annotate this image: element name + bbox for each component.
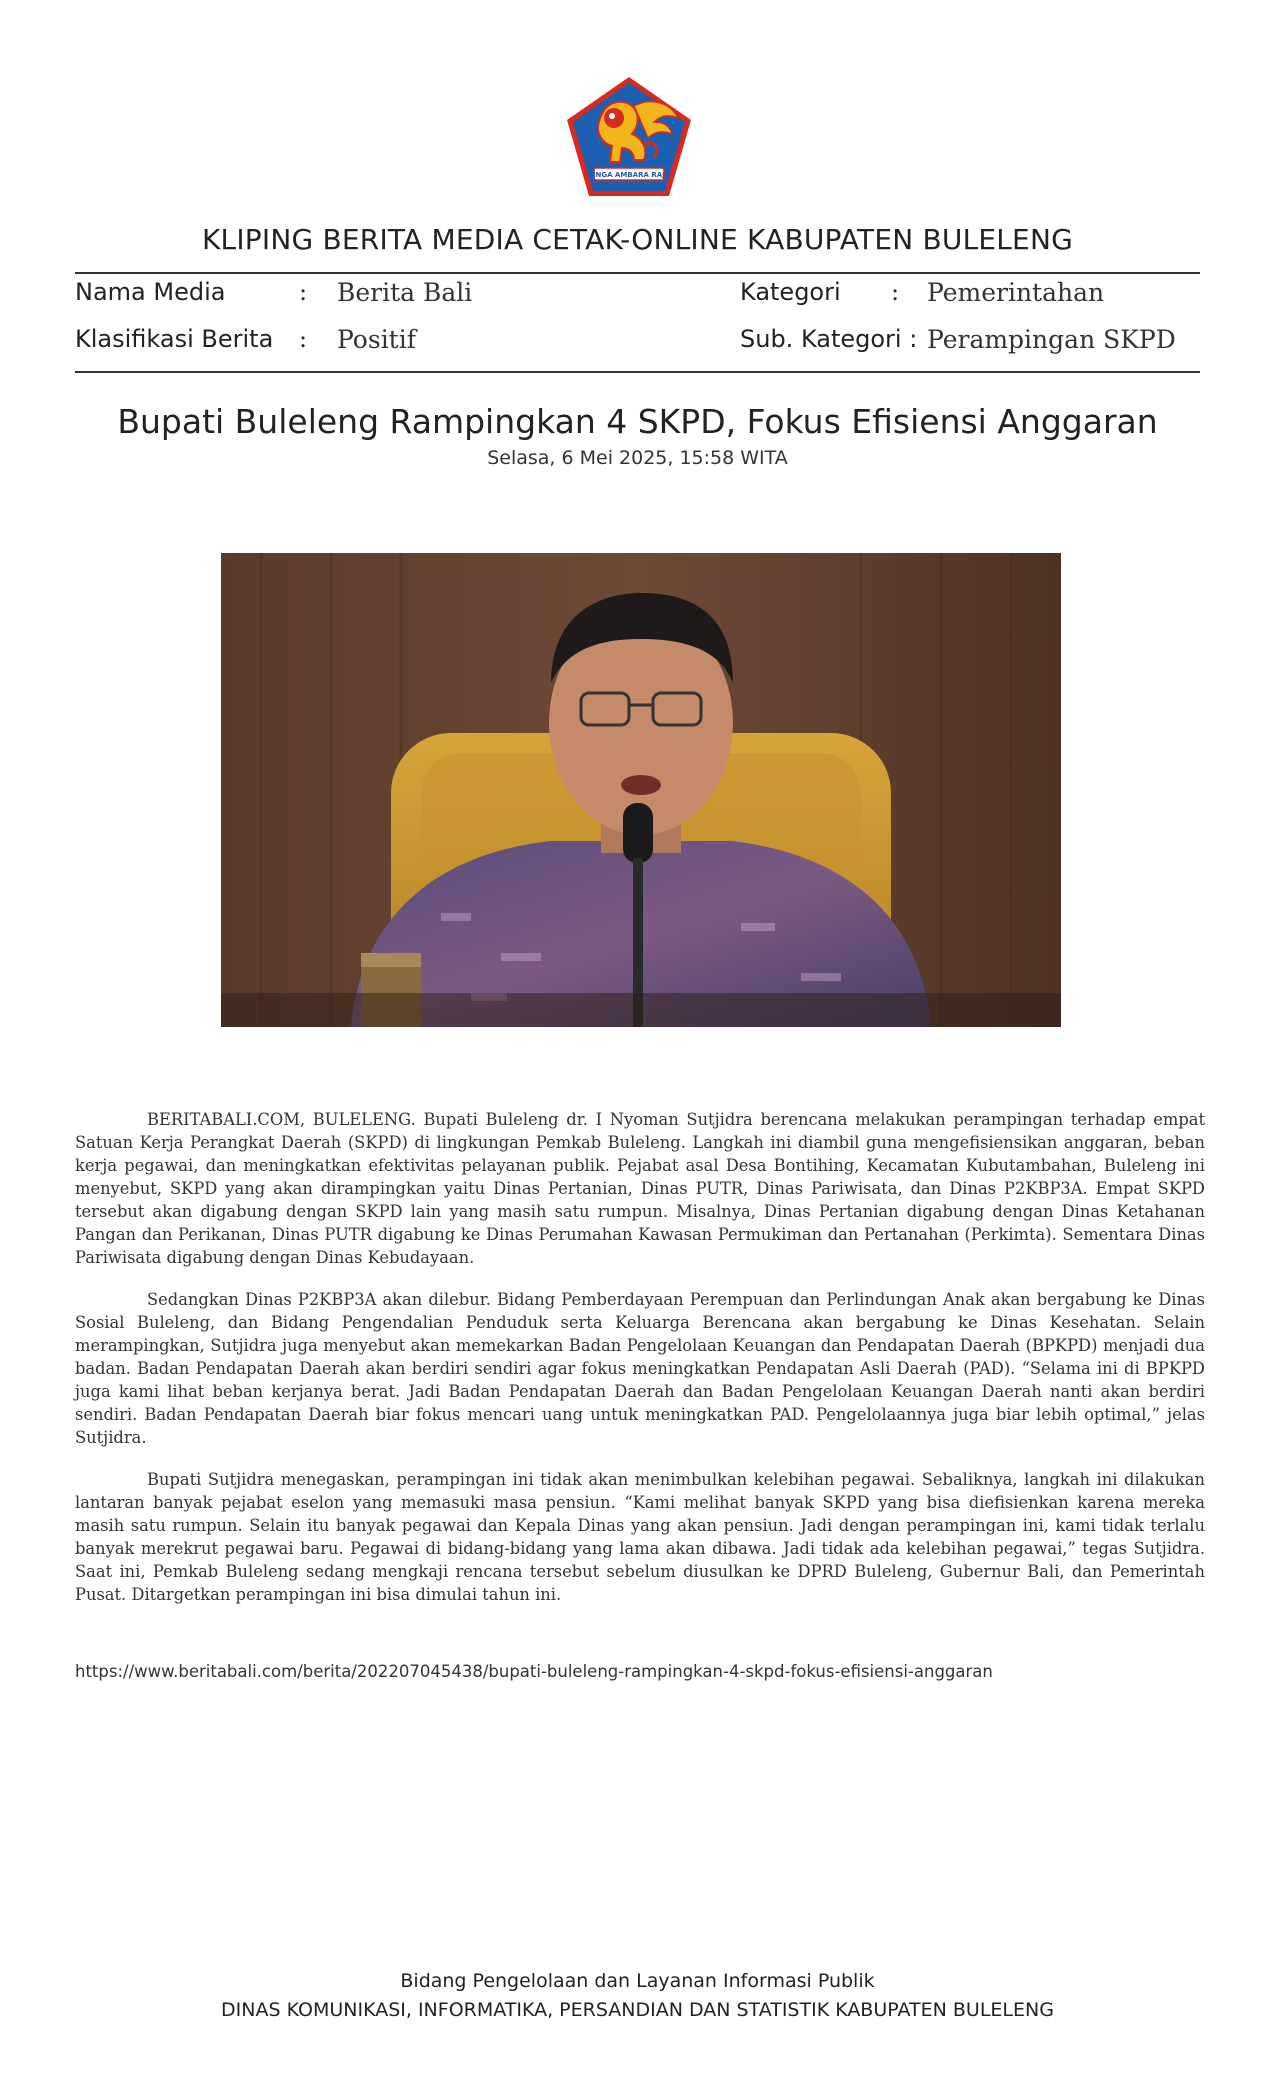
- media-name-value: Berita Bali: [337, 278, 473, 307]
- article-paragraph: Sedangkan Dinas P2KBP3A akan dilebur. Bidang Pemberdayaan Perempuan dan Perlindungan Anak akan bergabung ke Dinas Sosial Buleleng, dan Bidang Pengendalian Penduduk serta Keluarga Berencana akan bergabung ke Dinas Kesehatan. Selain merampingkan, Sutjidra juga menyebut akan memekarkan Badan Pengelolaan Keuangan dan Pendapatan Daerah (BPKPD) menjadi dua badan. Badan Pendapatan Daerah akan berdiri sendiri agar fokus meningkatkan Pendapatan Asli Daerah (PAD). “Selama ini di BPKPD juga kami lihat beban kerjanya berat. Jadi Badan Pendapatan Daerah dan Badan Pengelolaan Keuangan Daerah nanti akan berdiri sendiri. Badan Pendapatan Daerah biar fokus mencari uang untuk meningkatkan PAD. Pengelolaannya juga biar lebih optimal,” jelas Sutjidra.: [75, 1290, 1205, 1447]
- article-title: Bupati Buleleng Rampingkan 4 SKPD, Fokus Efisiensi Anggaran: [117, 402, 1158, 441]
- classification-colon: :: [299, 325, 308, 353]
- meta-row-classification: [75, 325, 1200, 365]
- news-photo: [221, 553, 1061, 1027]
- article-body: [75, 1108, 1205, 1625]
- category-label: Kategori: [740, 278, 841, 306]
- subcategory-value: Perampingan SKPD: [927, 325, 1176, 354]
- media-name-label: Nama Media: [75, 278, 226, 306]
- footer-division: Bidang Pengelolaan dan Layanan Informasi Publik: [400, 1970, 875, 1992]
- article-source-link[interactable]: https://www.beritabali.com/berita/202207045438/bupati-buleleng-rampingkan-4-skpd-fokus-efisiensi-anggaran: [75, 1662, 993, 1681]
- emblem-motto: SINGA AMBARA RAJA: [587, 171, 671, 179]
- buleleng-emblem-icon: [564, 74, 694, 200]
- classification-label: Klasifikasi Berita: [75, 325, 274, 353]
- classification-value: Positif: [337, 325, 416, 354]
- category-colon: :: [891, 278, 900, 306]
- clipping-header-title: KLIPING BERITA MEDIA CETAK-ONLINE KABUPATEN BULELENG: [201, 223, 1073, 256]
- media-name-colon: :: [299, 278, 308, 306]
- article-paragraph: BERITABALI.COM, BULELENG. Bupati Buleleng dr. I Nyoman Sutjidra berencana melakukan perampingan terhadap empat Satuan Kerja Perangkat Daerah (SKPD) di lingkungan Pemkab Buleleng. Langkah ini diambil guna mengefisiensikan anggaran, beban kerja pegawai, dan meningkatkan efektivitas pelayanan publik. Pejabat asal Desa Bontihing, Kecamatan Kubutambahan, Buleleng ini menyebut, SKPD yang akan dirampingkan yaitu Dinas Pertanian, Dinas PUTR, Dinas Pariwisata, dan Dinas P2KBP3A. Empat SKPD tersebut akan digabung dengan SKPD lain yang masih satu rumpun. Misalnya, Dinas Pertanian digabung dengan Dinas Ketahanan Pangan dan Perikanan, Dinas PUTR digabung ke Dinas Perumahan Kawasan Permukiman dan Pertanahan (Perkimta). Sementara Dinas Pariwisata digabung dengan Dinas Kebudayaan.: [75, 1110, 1205, 1267]
- article-paragraph: Bupati Sutjidra menegaskan, perampingan ini tidak akan menimbulkan kelebihan pegawai. Sebaliknya, langkah ini dilakukan lantaran banyak pejabat eselon yang memasuki masa pensiun. “Kami melihat banyak SKPD yang bisa diefisienkan karena mereka masih satu rumpun. Selain itu banyak pegawai dan Kepala Dinas yang akan pensiun. Jadi dengan perampingan ini, kami tidak terlalu banyak merekrut pegawai baru. Pegawai di bidang-bidang yang lama akan dibawa. Jadi tidak ada kelebihan pegawai,” tegas Sutjidra. Saat ini, Pemkab Buleleng sedang mengkaji rencana tersebut sebelum diusulkan ke DPRD Buleleng, Gubernur Bali, dan Pemerintah Pusat. Ditargetkan perampingan ini bisa dimulai tahun ini.: [75, 1470, 1205, 1604]
- category-value: Pemerintahan: [927, 278, 1105, 307]
- subcategory-label: Sub. Kategori :: [740, 325, 918, 353]
- article-date: Selasa, 6 Mei 2025, 15:58 WITA: [487, 447, 788, 469]
- header-divider-top: [75, 272, 1200, 274]
- header-divider-bottom: [75, 371, 1200, 373]
- footer-agency: DINAS KOMUNIKASI, INFORMATIKA, PERSANDIAN DAN STATISTIK KABUPATEN BULELENG: [221, 1999, 1054, 2021]
- meta-row-media: [75, 278, 1200, 318]
